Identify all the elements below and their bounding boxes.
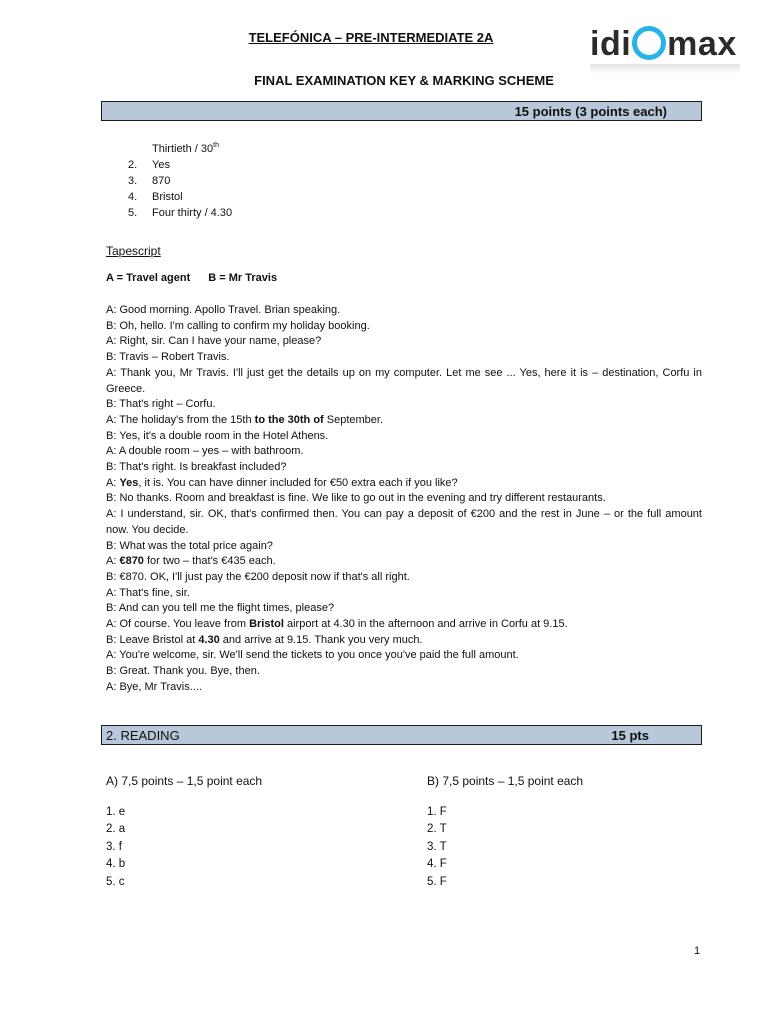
speaker-key	[106, 272, 295, 284]
dialogue-line: B: €870. OK, I'll just pay the €200 deposit now if that's all right.	[106, 570, 410, 583]
reading-a-list	[106, 804, 125, 891]
dialogue-line: B: That's right. Is breakfast included?	[106, 461, 287, 474]
dialogue-line: B: And can you tell me the flight times, please?	[106, 602, 335, 615]
dialogue-line: A: A double room – yes – with bathroom.	[106, 445, 304, 458]
answer-item: Thirtieth / 30th	[152, 142, 219, 155]
answer-item: 4. Bristol	[128, 191, 183, 203]
dialogue-line: B: Leave Bristol at 4.30 and arrive at 9.15. Thank you very much.	[106, 633, 423, 646]
dialogue-line: B: Travis – Robert Travis.	[106, 351, 230, 364]
list-item: 4. b	[106, 858, 126, 871]
logo-wordmark: idi max	[590, 25, 737, 63]
dialogue-line: A: That's fine, sir.	[106, 586, 190, 599]
answer-item: 5. Four thirty / 4.30	[128, 207, 233, 219]
list-item: 1. F	[427, 806, 447, 818]
dialogue-line: B: That's right – Corfu.	[106, 398, 216, 411]
dialogue-line: A: €870 for two – that's €435 each.	[106, 555, 276, 568]
dialogue-line: A: Bye, Mr Travis....	[106, 680, 202, 693]
list-item: 2. a	[106, 823, 126, 836]
list-item: 5. c	[106, 875, 125, 888]
section2-header-band	[101, 725, 702, 745]
answer-item: 3. 870	[128, 175, 171, 187]
tapescript-body	[106, 303, 702, 696]
dialogue-line: A: I understand, sir. OK, that's confirmed then. You can pay a deposit of €200 and the rest in June – or the full amount now. You decide.	[106, 508, 702, 536]
page-number: 1	[694, 945, 701, 957]
document-subtitle: FINAL EXAMINATION KEY & MARKING SCHEME	[254, 73, 554, 88]
idiomax-logo	[590, 24, 750, 74]
dialogue-line: B: Great. Thank you. Bye, then.	[106, 665, 260, 678]
answer-item: 2. Yes	[128, 159, 170, 171]
dialogue-line: B: What was the total price again?	[106, 539, 273, 552]
section1-header-band	[101, 101, 702, 121]
dialogue-line: A: Yes, it is. You can have dinner included for €50 extra each if you like?	[106, 476, 458, 489]
list-item: 1. e	[106, 806, 126, 818]
reading-b-list	[427, 804, 447, 891]
dialogue-line: A: Thank you, Mr Travis. I'll just get the details up on my computer. Let me see ... Yes, here it is – destination, Corfu in Greece.	[106, 366, 702, 395]
section1-points: 15 points (3 points each)	[514, 104, 667, 119]
dialogue-line: B: Oh, hello. I'm calling to confirm my holiday booking.	[106, 319, 370, 332]
reading-b-heading: B) 7,5 points – 1,5 point each	[427, 774, 584, 788]
dialogue-line: B: Yes, it's a double room in the Hotel Athens.	[106, 429, 329, 442]
dialogue-line: A: Good morning. Apollo Travel. Brian speaking.	[106, 304, 341, 316]
list-item: 3. f	[106, 840, 122, 853]
reading-a-heading: A) 7,5 points – 1,5 point each	[106, 774, 263, 788]
list-item: 5. F	[427, 875, 447, 888]
document-title: TELEFÓNICA – PRE-INTERMEDIATE 2A	[248, 30, 494, 45]
section2-points: 15 pts	[611, 728, 649, 743]
dialogue-line: A: The holiday's from the 15th to the 30th of September.	[106, 413, 384, 426]
dialogue-line: A: Right, sir. Can I have your name, please?	[106, 335, 322, 348]
list-item: 2. T	[427, 823, 447, 836]
section2-heading: 2. READING	[106, 728, 180, 743]
speaker-a-label: A = Travel agent	[106, 272, 191, 284]
dialogue-line: B: No thanks. Room and breakfast is fine. We like to go out in the evening and try different restaurants.	[106, 492, 606, 505]
list-item: 3. T	[427, 840, 447, 853]
speaker-b-label: B = Mr Travis	[208, 272, 278, 284]
section1-answer-list	[128, 138, 232, 221]
dialogue-line: A: You're welcome, sir. We'll send the tickets to you once you've paid the full amount.	[106, 649, 519, 662]
dialogue-line: A: Of course. You leave from Bristol airport at 4.30 in the afternoon and arrive in Corfu at 9.15.	[106, 618, 568, 631]
list-item: 4. F	[427, 858, 447, 871]
tapescript-heading: Tapescript	[106, 244, 161, 258]
